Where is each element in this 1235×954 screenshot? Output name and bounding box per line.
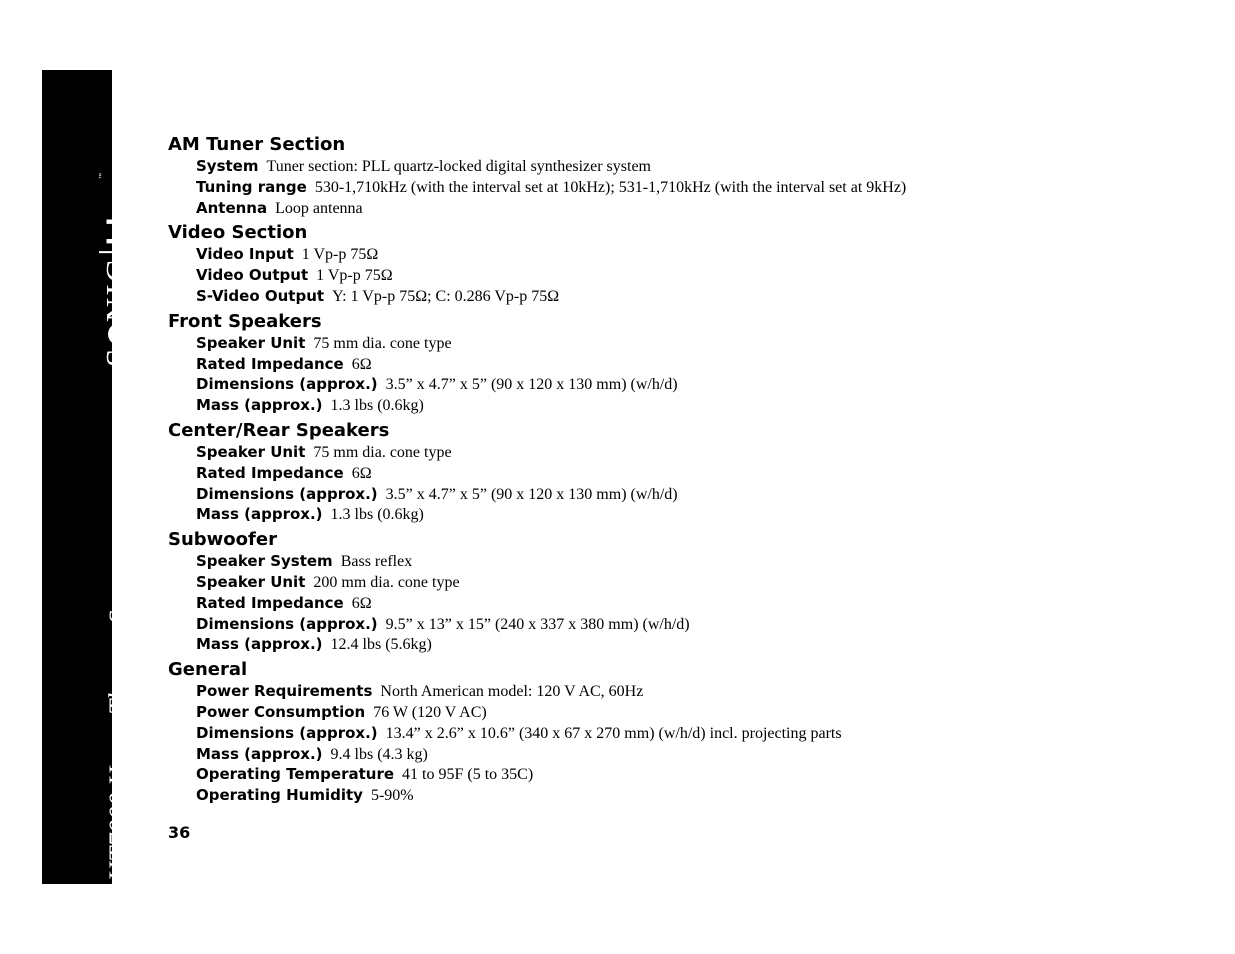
spec-label: Antenna bbox=[196, 198, 268, 217]
spec-row bbox=[168, 484, 1208, 505]
brand-sonic-start: S bbox=[100, 346, 137, 368]
spec-label: Speaker System bbox=[196, 552, 333, 571]
spec-label: Mass (approx.) bbox=[196, 396, 323, 415]
spec-row bbox=[168, 504, 1208, 525]
spec-row bbox=[168, 764, 1208, 785]
spec-value: 1 Vp-p 75Ω bbox=[301, 246, 379, 264]
spec-row bbox=[168, 156, 1208, 177]
spec-value: 1 Vp-p 75Ω bbox=[316, 267, 393, 285]
spec-label: System bbox=[196, 157, 259, 175]
spec-label: Rated Impedance bbox=[196, 463, 344, 482]
section-title: Video Section bbox=[168, 222, 308, 244]
spec-row bbox=[168, 333, 1208, 354]
spec-value: North American model: 120 V AC, 60Hz bbox=[380, 683, 644, 701]
spec-value: 3.5” x 4.7” x 5” (90 x 120 x 130 mm) (w/h/d) bbox=[385, 376, 678, 394]
spec-label: S-Video Output bbox=[196, 286, 325, 305]
spec-value: Bass reflex bbox=[340, 553, 413, 571]
spec-value: 5-90% bbox=[370, 787, 414, 805]
section-title: Subwoofer bbox=[168, 529, 277, 551]
sonicblue-logo bbox=[99, 173, 139, 367]
side-bar bbox=[42, 70, 137, 901]
spec-label: Dimensions (approx.) bbox=[196, 723, 378, 742]
spec-row bbox=[168, 442, 1208, 463]
spec-label: Rated Impedance bbox=[196, 354, 344, 373]
spec-value: 1.3 lbs (0.6kg) bbox=[330, 397, 424, 415]
spec-row bbox=[168, 551, 1208, 572]
spec-value: Tuner section: PLL quartz-locked digital synthesizer system bbox=[266, 158, 651, 175]
spec-row bbox=[168, 177, 1208, 198]
spec-label: Power Consumption bbox=[196, 702, 366, 721]
section-title: General bbox=[168, 659, 248, 681]
spec-section bbox=[168, 529, 1208, 655]
spec-label: Video Output bbox=[196, 266, 309, 285]
spec-label: Mass (approx.) bbox=[196, 505, 323, 524]
spec-label: Video Input bbox=[196, 245, 294, 264]
spec-row bbox=[168, 265, 1208, 286]
spec-section bbox=[168, 659, 1208, 806]
spec-value: 200 mm dia. cone type bbox=[313, 573, 460, 591]
spec-row bbox=[168, 681, 1208, 702]
spec-row bbox=[168, 785, 1208, 806]
brand-trademark: ™ bbox=[99, 172, 105, 179]
brand-dot-icon bbox=[108, 323, 130, 345]
spec-row bbox=[168, 614, 1208, 635]
spec-value: 6Ω bbox=[351, 594, 372, 612]
spec-row bbox=[168, 702, 1208, 723]
brand-blue: blue bbox=[100, 179, 137, 246]
spec-value: 13.4” x 2.6” x 10.6” (340 x 67 x 270 mm) (w/h/d) incl. projecting parts bbox=[385, 724, 842, 742]
spec-row bbox=[168, 572, 1208, 593]
spec-label: Speaker Unit bbox=[196, 442, 306, 461]
spec-label: Dimensions (approx.) bbox=[196, 614, 378, 633]
spec-value: 6Ω bbox=[351, 355, 372, 373]
spec-value: 12.4 lbs (5.6kg) bbox=[330, 636, 432, 654]
spec-label: Power Requirements bbox=[196, 682, 373, 701]
spec-value: 1.3 lbs (0.6kg) bbox=[330, 506, 424, 524]
spec-label: Rated Impedance bbox=[196, 593, 344, 612]
spec-section bbox=[168, 134, 1208, 218]
spec-value: 6Ω bbox=[351, 464, 372, 482]
spec-label: Speaker Unit bbox=[196, 572, 306, 591]
spec-value: 75 mm dia. cone type bbox=[313, 443, 452, 461]
spec-row bbox=[168, 198, 1208, 219]
spec-value: 9.4 lbs (4.3 kg) bbox=[330, 745, 428, 763]
section-title: Center/Rear Speakers bbox=[168, 419, 390, 441]
spec-row bbox=[168, 634, 1208, 655]
spec-value: Y: 1 Vp-p 75Ω; C: 0.286 Vp-p 75Ω bbox=[332, 287, 560, 305]
spec-row bbox=[168, 374, 1208, 395]
spec-section bbox=[168, 222, 1208, 306]
brand-separator bbox=[99, 251, 139, 253]
brand-sonic-end: NIC bbox=[100, 257, 137, 323]
spec-row bbox=[168, 244, 1208, 265]
spec-value: Loop antenna bbox=[275, 199, 363, 217]
spec-label: Operating Temperature bbox=[196, 765, 395, 784]
spec-row bbox=[168, 463, 1208, 484]
spec-section bbox=[168, 311, 1208, 416]
spec-label: Speaker Unit bbox=[196, 333, 306, 352]
spec-row bbox=[168, 286, 1208, 307]
spec-label: Dimensions (approx.) bbox=[196, 375, 378, 394]
spec-value: 76 W (120 V AC) bbox=[373, 703, 487, 721]
spec-label: Mass (approx.) bbox=[196, 635, 323, 654]
section-title: Front Speakers bbox=[168, 310, 322, 332]
spec-label: Operating Humidity bbox=[196, 786, 363, 805]
page-number: 36 bbox=[168, 823, 191, 842]
spec-value: 41 to 95F (5 to 35C) bbox=[402, 766, 534, 784]
section-title: AM Tuner Section bbox=[168, 134, 346, 155]
spec-content bbox=[168, 134, 1208, 806]
spec-row bbox=[168, 723, 1208, 744]
spec-row bbox=[168, 744, 1208, 765]
spec-row bbox=[168, 395, 1208, 416]
document-title: DHT7000 Home Theater System bbox=[103, 549, 134, 901]
spec-row bbox=[168, 593, 1208, 614]
spec-row bbox=[168, 354, 1208, 375]
spec-label: Tuning range bbox=[196, 177, 307, 196]
spec-value: 9.5” x 13” x 15” (240 x 337 x 380 mm) (w/h/d) bbox=[385, 615, 690, 633]
spec-value: 75 mm dia. cone type bbox=[313, 334, 452, 352]
spec-label: Mass (approx.) bbox=[196, 744, 323, 763]
spec-label: Dimensions (approx.) bbox=[196, 484, 378, 503]
spec-value: 3.5” x 4.7” x 5” (90 x 120 x 130 mm) (w/h/d) bbox=[385, 485, 678, 503]
spec-section bbox=[168, 420, 1208, 525]
brand-sonic bbox=[100, 258, 138, 367]
spec-value: 530-1,710kHz (with the interval set at 10kHz); 531-1,710kHz (with the interval set at 9kHz) bbox=[314, 178, 907, 196]
